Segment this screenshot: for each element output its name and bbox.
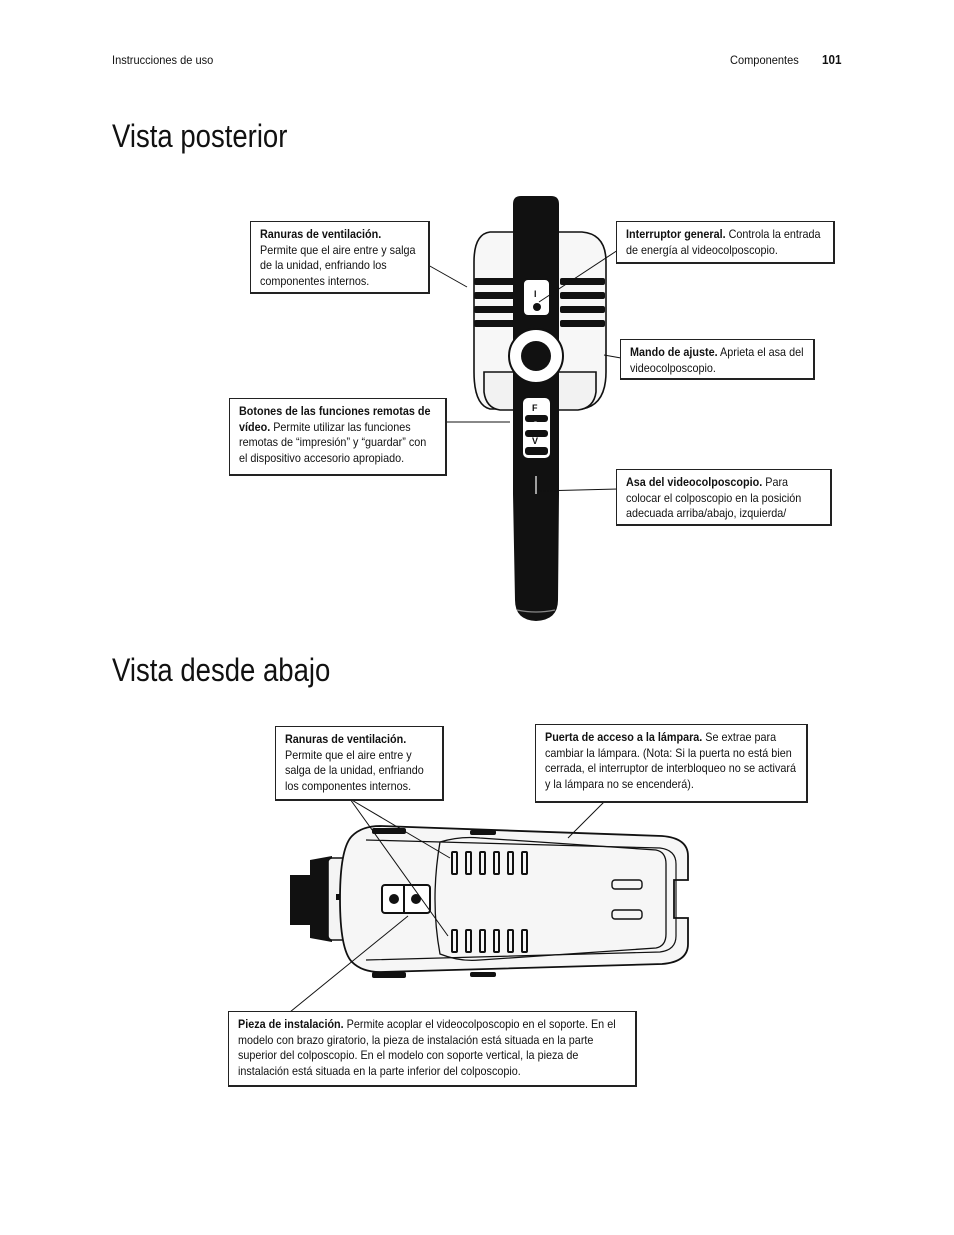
callout-lamp-door-label: Puerta de acceso a la lámpara. xyxy=(545,730,703,744)
callout-handle-label: Asa del videocolposcopio. xyxy=(626,475,763,489)
callout-mount-text: Permite acoplar el videocolposcopio en el soporte. En el modelo con brazo giratorio, la pieza de instalación está situada en la parte superior del colposcopio. En el modelo con soporte vertical, la pieza de instalación está situada en la parte inferior del colposcopio. xyxy=(238,1017,616,1078)
running-header-left: Instrucciones de uso xyxy=(112,53,214,67)
callout-adjust-knob xyxy=(620,339,815,380)
callout-remote-buttons-text: Permite utilizar las funciones remotas de “impresión” y “guardar” con el dispositivo accesorio apropiado. xyxy=(239,419,427,465)
callout-power-switch-label: Interruptor general. xyxy=(626,227,726,241)
mount-piece-icon xyxy=(382,885,430,913)
callout-adjust-knob-text: Aprieta el asa del videocolposcopio. xyxy=(630,345,804,375)
callout-adjust-knob-label: Mando de ajuste. xyxy=(630,345,718,359)
callout-lamp-door xyxy=(535,724,808,803)
power-i-label: I xyxy=(534,289,537,299)
running-header-section: Componentes xyxy=(730,53,799,67)
btn-c-label: C xyxy=(532,420,539,430)
bottom-view-title: Vista desde abajo xyxy=(112,652,331,688)
page-number: 101 xyxy=(822,52,842,67)
callout-rear-vents-text: Permite que el aire entre y salga de la unidad, enfriando los componentes internos. xyxy=(260,242,416,288)
callout-bottom-vents xyxy=(275,726,444,801)
callout-rear-vents-label: Ranuras de ventilación. xyxy=(260,227,382,241)
callout-power-switch-text: Controla la entrada de energía al videocolposcopio. xyxy=(626,227,821,257)
callout-remote-buttons xyxy=(229,398,447,476)
callout-mount-label: Pieza de instalación. xyxy=(238,1017,344,1031)
callout-power-switch xyxy=(616,221,835,264)
callout-rear-vents xyxy=(250,221,430,294)
callout-bottom-vents-text: Permite que el aire entre y salga de la unidad, enfriando los componentes internos. xyxy=(285,747,424,793)
callout-lamp-door-text: Se extrae para cambiar la lámpara. (Nota: Si la puerta no está bien cerrada, el interruptor de interbloqueo no se activará y la lámpara no se encenderá). xyxy=(545,730,796,791)
callout-bottom-vents-label: Ranuras de ventilación. xyxy=(285,732,407,746)
callout-mount xyxy=(228,1011,637,1087)
btn-v-label: V xyxy=(532,436,539,446)
rear-view-title: Vista posterior xyxy=(112,118,288,154)
btn-f-label: F xyxy=(532,403,538,413)
callout-remote-buttons-label: Botones de las funciones remotas de vídeo. xyxy=(239,404,431,434)
callout-handle xyxy=(616,469,832,526)
callout-handle-text: Para colocar el colposcopio en la posición adecuada arriba/abajo, izquierda/ xyxy=(626,475,802,520)
